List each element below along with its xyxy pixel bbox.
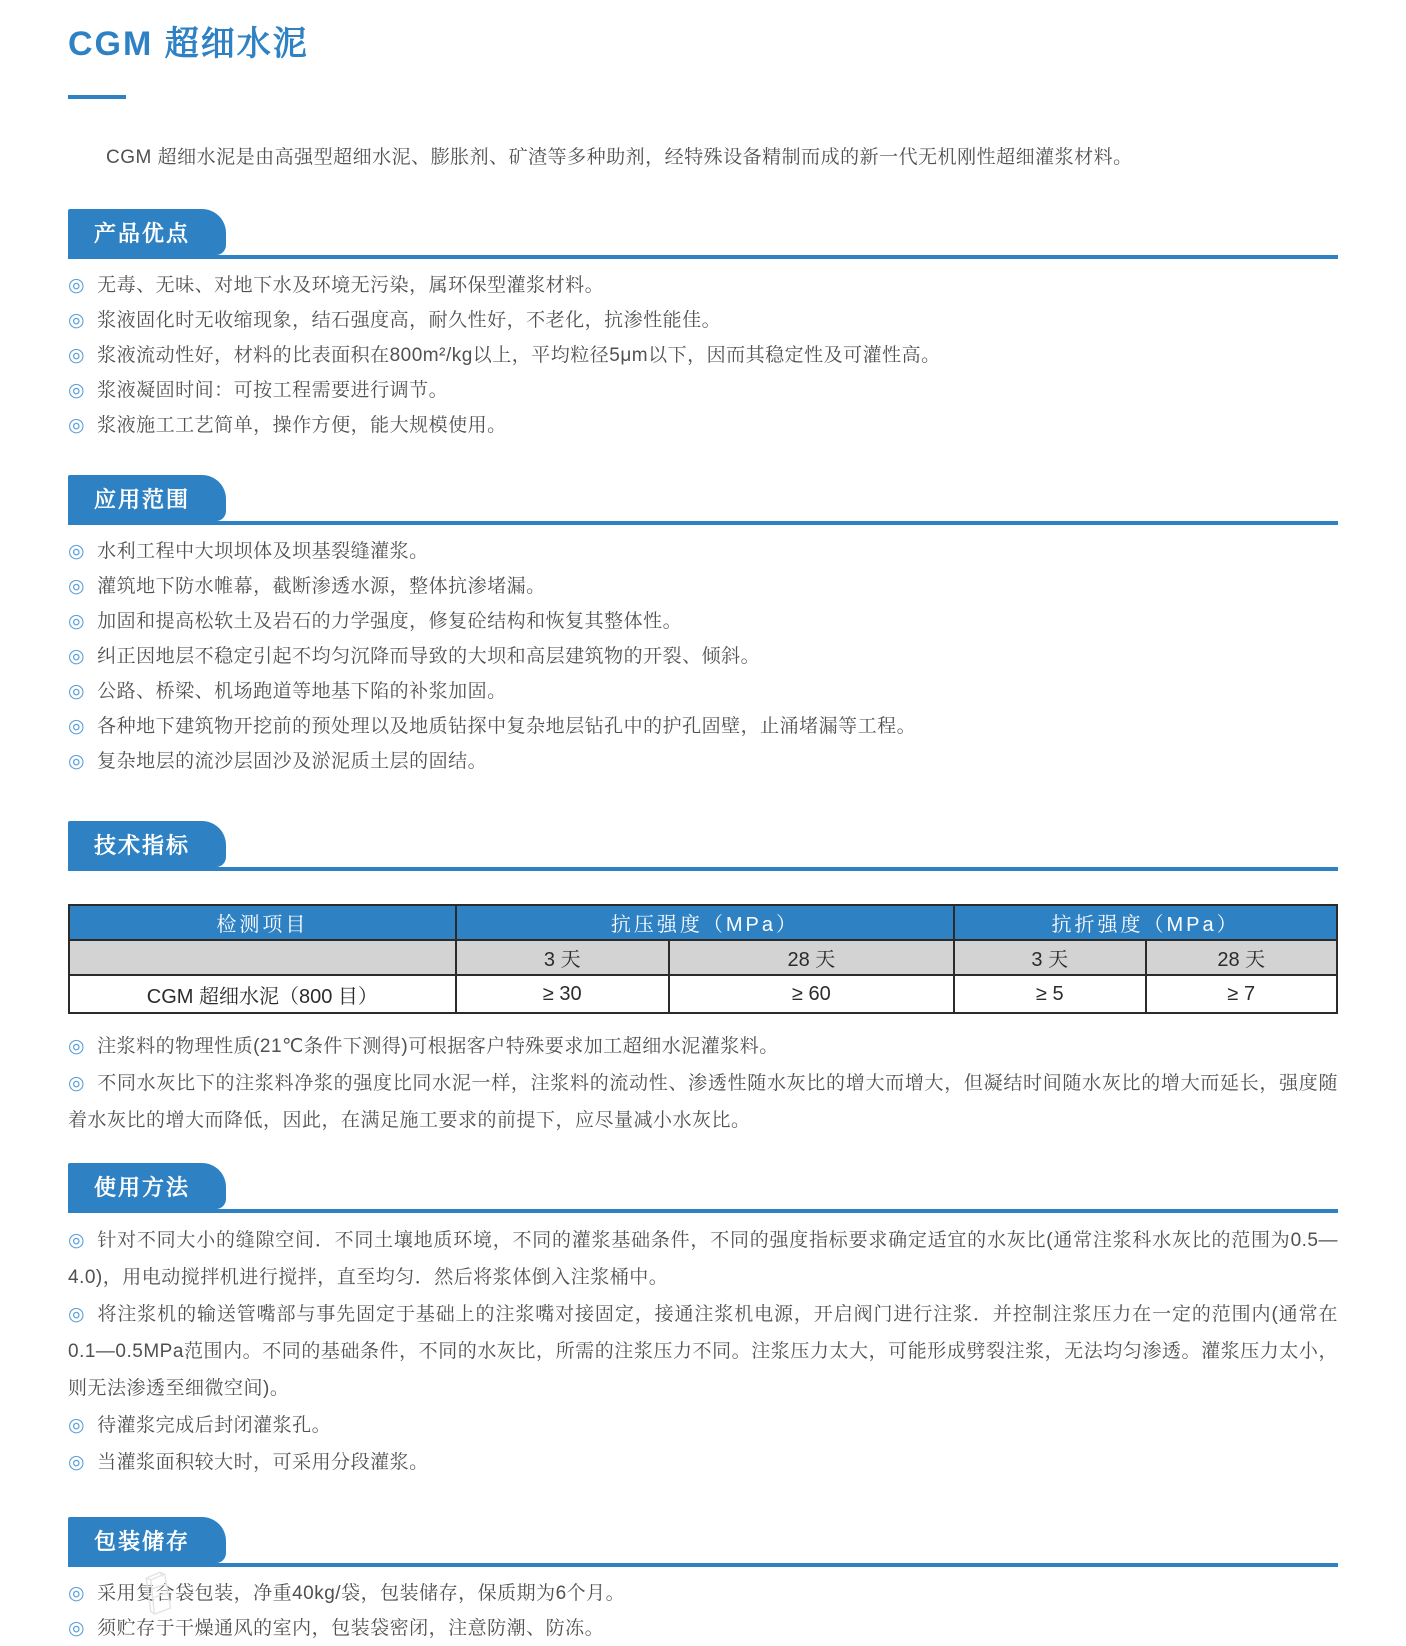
list-item (68, 373, 1338, 408)
list-item-text: 灌筑地下防水帷幕，截断渗透水源，整体抗渗堵漏。 (97, 576, 546, 597)
specs-subheader-cell: 3 天 (456, 940, 669, 975)
list-item-text: 纠正因地层不稳定引起不均匀沉降而导致的大坝和高层建筑物的开裂、倾斜。 (97, 646, 761, 667)
specs-table (68, 904, 1338, 1014)
list-item (68, 268, 1338, 303)
advantages-list (68, 268, 1338, 443)
list-item (68, 674, 1338, 709)
list-item-text: 针对不同大小的缝隙空间．不同土壤地质环境，不同的灌浆基础条件，不同的强度指标要求确定适宜的水灰比(通常注浆科水灰比的范围为0.5—4.0)，用电动搅拌机进行搅拌，直至均匀．然后将浆体倒入注浆桶中。 (68, 1230, 1338, 1288)
bullet-icon: ◎ (68, 1415, 86, 1436)
list-item-text: 浆液施工工艺简单，操作方便，能大规模使用。 (97, 415, 507, 436)
bullet-icon: ◎ (68, 415, 86, 436)
specs-subheader-cell: 28 天 (669, 940, 954, 975)
list-item (68, 639, 1338, 674)
list-item-text: 加固和提高松软土及岩石的力学强度，修复砼结构和恢复其整体性。 (97, 611, 683, 632)
packaging-list (68, 1576, 1338, 1646)
applications-list (68, 534, 1338, 779)
title-underline (68, 95, 126, 99)
list-item (68, 338, 1338, 373)
bullet-icon: ◎ (68, 1230, 86, 1251)
intro-paragraph: CGM 超细水泥是由高强型超细水泥、膨胀剂、矿渣等多种助剂，经特殊设备精制而成的新一代无机刚性超细灌浆材料。 (106, 147, 1133, 168)
table-row (69, 975, 1337, 1013)
list-item-text: 浆液固化时无收缩现象，结石强度高，耐久性好，不老化，抗渗性能佳。 (97, 310, 722, 331)
bullet-icon: ◎ (68, 1452, 86, 1473)
section-heading-usage: 使用方法 (68, 1163, 226, 1209)
bullet-icon: ◎ (68, 345, 86, 366)
bullet-icon: ◎ (68, 681, 86, 702)
list-item-text: 浆液流动性好，材料的比表面积在800m²/kg以上，平均粒径5μm以下，因而其稳定性及可灌性高。 (97, 345, 941, 366)
bullet-icon: ◎ (68, 646, 86, 667)
list-item (68, 1028, 1338, 1065)
bullet-icon: ◎ (68, 716, 86, 737)
usage-list (68, 1222, 1338, 1481)
specs-table-header-row (69, 905, 1337, 940)
list-item (68, 534, 1338, 569)
specs-row-name: CGM 超细水泥（800 目） (69, 975, 456, 1013)
list-item (68, 408, 1338, 443)
bullet-icon: ◎ (68, 1618, 86, 1639)
list-item (68, 1296, 1338, 1407)
bullet-icon: ◎ (68, 1583, 86, 1604)
list-item (68, 1611, 1338, 1646)
list-item-text: 须贮存于干燥通风的室内，包装袋密闭，注意防潮、防冻。 (97, 1618, 605, 1639)
section-heading-specs: 技术指标 (68, 821, 226, 867)
specs-subheader-cell: 28 天 (1146, 940, 1338, 975)
list-item-text: 注浆料的物理性质(21℃条件下测得)可根据客户特殊要求加工超细水泥灌浆料。 (97, 1036, 779, 1057)
list-item (68, 1407, 1338, 1444)
section-head-packaging (68, 1517, 1338, 1567)
section-head-advantages (68, 209, 1338, 259)
specs-col-header: 抗压强度（MPa） (456, 905, 954, 940)
specs-subheader-empty-cell (69, 940, 456, 975)
bullet-icon: ◎ (68, 1073, 86, 1094)
list-item (68, 604, 1338, 639)
specs-value-cell: ≥ 7 (1146, 975, 1338, 1013)
list-item (68, 303, 1338, 338)
cement-bag-watermark-icon (126, 1566, 188, 1616)
section-head-specs (68, 821, 1338, 871)
specs-notes-list (68, 1028, 1338, 1139)
bullet-icon: ◎ (68, 576, 86, 597)
specs-col-header: 检测项目 (69, 905, 456, 940)
list-item-text: 浆液凝固时间：可按工程需要进行调节。 (97, 380, 449, 401)
section-head-applications (68, 475, 1338, 525)
bullet-icon: ◎ (68, 380, 86, 401)
list-item-text: 公路、桥梁、机场跑道等地基下陷的补浆加固。 (97, 681, 507, 702)
list-item-text: 水利工程中大坝坝体及坝基裂缝灌浆。 (97, 541, 429, 562)
bullet-icon: ◎ (68, 611, 86, 632)
list-item-text: 复杂地层的流沙层固沙及淤泥质土层的固结。 (97, 751, 488, 772)
list-item (68, 569, 1338, 604)
list-item (68, 1222, 1338, 1296)
list-item-text: 将注浆机的输送管嘴部与事先固定于基础上的注浆嘴对接固定，接通注浆机电源，开启阀门进行注浆．并控制注浆压力在一定的范围内(通常在0.1—0.5MPa范围内。不同的基础条件，不同的水灰比，所需的注浆压力不同。注浆压力太大，可能形成劈裂注浆，无法均匀渗透。灌浆压力太小，则无法渗透至细微空间)。 (68, 1304, 1338, 1399)
section-heading-packaging: 包装储存 (68, 1517, 226, 1563)
bullet-icon: ◎ (68, 1036, 86, 1057)
specs-table-subheader-row (69, 940, 1337, 975)
section-heading-advantages: 产品优点 (68, 209, 226, 255)
bullet-icon: ◎ (68, 541, 86, 562)
list-item-text: 各种地下建筑物开挖前的预处理以及地质钻探中复杂地层钻孔中的护孔固壁，止涌堵漏等工程。 (97, 716, 917, 737)
list-item-text: 采用复合袋包装，净重40kg/袋，包装储存，保质期为6个月。 (97, 1583, 626, 1604)
list-item-text: 无毒、无味、对地下水及环境无污染，属环保型灌浆材料。 (97, 275, 605, 296)
list-item (68, 744, 1338, 779)
specs-value-cell: ≥ 5 (954, 975, 1145, 1013)
bullet-icon: ◎ (68, 751, 86, 772)
bullet-icon: ◎ (68, 275, 86, 296)
specs-value-cell: ≥ 30 (456, 975, 669, 1013)
list-item-text: 当灌浆面积较大时，可采用分段灌浆。 (97, 1452, 429, 1473)
bullet-icon: ◎ (68, 1304, 86, 1325)
list-item (68, 1065, 1338, 1139)
list-item (68, 1444, 1338, 1481)
specs-value-cell: ≥ 60 (669, 975, 954, 1013)
section-heading-applications: 应用范围 (68, 475, 226, 521)
list-item-text: 待灌浆完成后封闭灌浆孔。 (97, 1415, 332, 1436)
section-head-usage (68, 1163, 1338, 1213)
list-item (68, 709, 1338, 744)
specs-col-header: 抗折强度（MPa） (954, 905, 1337, 940)
list-item (68, 1576, 1338, 1611)
bullet-icon: ◎ (68, 310, 86, 331)
list-item-text: 不同水灰比下的注浆料净浆的强度比同水泥一样，注浆料的流动性、渗透性随水灰比的增大而增大，但凝结时间随水灰比的增大而延长，强度随着水灰比的增大而降低，因此，在满足施工要求的前提下，应尽量减小水灰比。 (68, 1073, 1338, 1131)
document-page (0, 16, 1406, 1646)
page-title: CGM 超细水泥 (68, 25, 309, 63)
specs-subheader-cell: 3 天 (954, 940, 1145, 975)
